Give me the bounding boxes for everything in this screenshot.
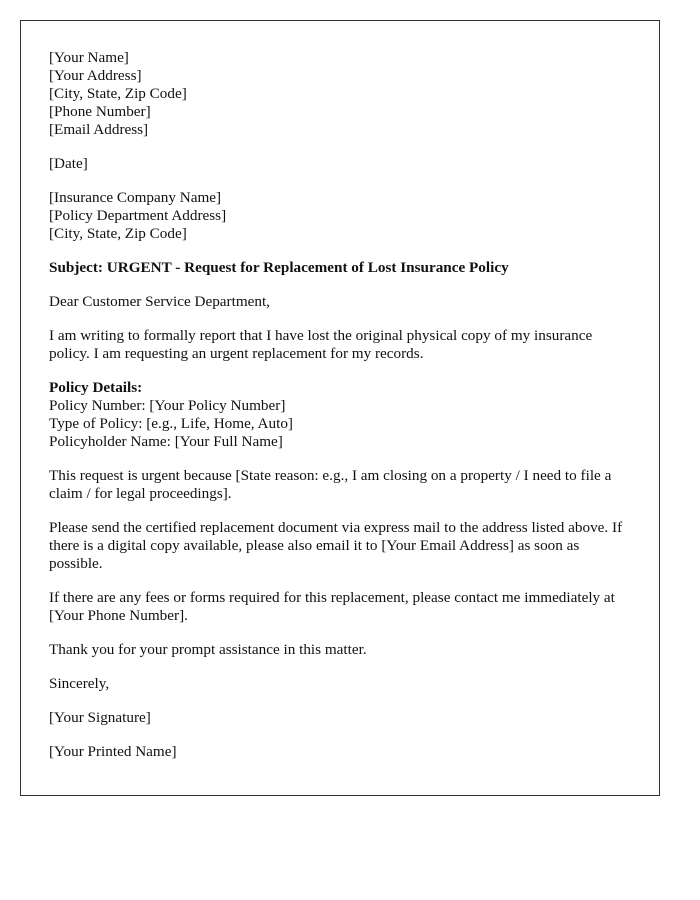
delivery-paragraph: Please send the certified replacement document via express mail to the address listed above. If there is a digital copy available, please also email it to [Your Email Address] as soon as possible. [49,519,623,572]
letter-page [20,20,660,796]
sender-email: [Email Address] [49,121,149,138]
salutation: Dear Customer Service Department, [49,293,270,310]
recipient-company: [Insurance Company Name] [49,189,222,206]
urgency-paragraph: This request is urgent because [State reason: e.g., I am closing on a property / I need to file a claim / for legal proceedings]. [49,467,612,502]
sender-city-state-zip: [City, State, Zip Code] [49,85,187,102]
fees-paragraph: If there are any fees or forms required for this replacement, please contact me immediately at [Your Phone Number]. [49,589,615,624]
policy-type: Type of Policy: [e.g., Life, Home, Auto] [49,415,293,432]
signature: [Your Signature] [49,709,151,726]
policy-details-block [49,379,631,451]
closing: Sincerely, [49,675,110,692]
sender-phone: [Phone Number] [49,103,151,120]
subject-line: Subject: URGENT - Request for Replacement of Lost Insurance Policy [49,259,509,276]
policy-number: Policy Number: [Your Policy Number] [49,397,286,414]
policyholder-name: Policyholder Name: [Your Full Name] [49,433,283,450]
recipient-department-address: [Policy Department Address] [49,207,227,224]
printed-name: [Your Printed Name] [49,743,177,760]
policy-details-heading: Policy Details: [49,379,143,396]
recipient-city-state-zip: [City, State, Zip Code] [49,225,187,242]
letter-date: [Date] [49,155,88,172]
intro-paragraph: I am writing to formally report that I have lost the original physical copy of my insurance policy. I am requesting an urgent replacement for my records. [49,327,593,362]
sender-block [49,49,631,139]
thanks-paragraph: Thank you for your prompt assistance in this matter. [49,641,367,658]
recipient-block [49,189,631,243]
date-block [49,155,631,173]
sender-address: [Your Address] [49,67,142,84]
sender-name: [Your Name] [49,49,129,66]
